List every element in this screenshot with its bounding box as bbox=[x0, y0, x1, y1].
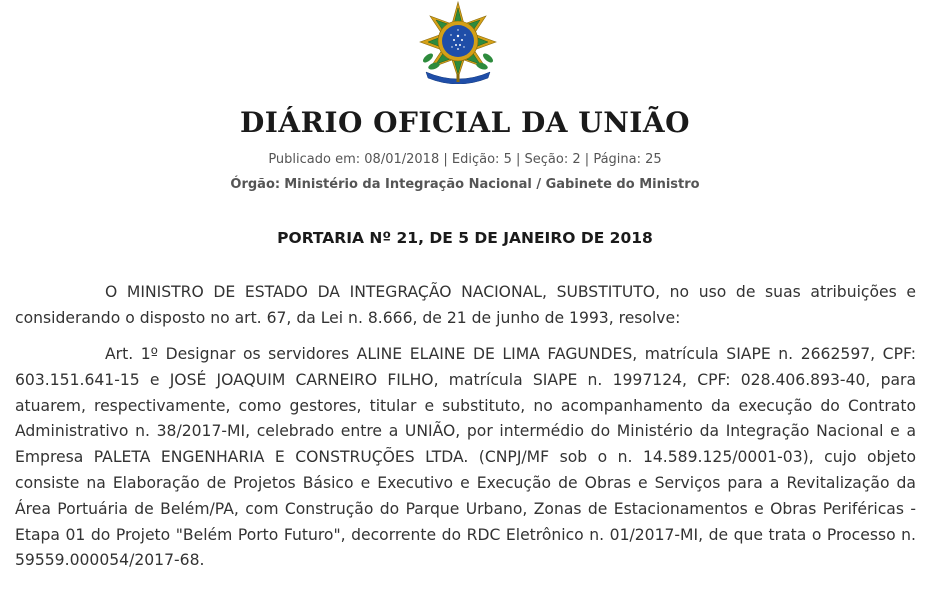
separator: | bbox=[443, 152, 448, 167]
section-label: Seção: bbox=[524, 152, 569, 167]
paragraph-article-1: Art. 1º Designar os servidores ALINE ELAINE DE LIMA FAGUNDES, matrícula SIAPE n. 2662597, CPF: 603.151.641-15 e JOSÉ JOAQUIM CARNEIRO FILHO, matrícula SIAPE n. 1997124, CPF: 028.406.893-40, para atuarem, respectivamente, como gestores, titular e substituto, no acompanhamento da execução do Contrato Administrativo n. 38/2017-MI, celebrado entre a UNIÃO, por intermédio do Ministério da Integração Nacional e a Empresa PALETA ENGENHARIA E CONSTRUÇÕES LTDA. (CNPJ/MF sob o n. 14.589.125/0001-03), cujo objeto consiste na Elaboração de Projetos Básico e Executivo e Execução de Obras e Serviços para a Revitalização da Área Portuária de Belém/PA, com Construção do Parque Urbano, Zonas de Estacionamentos e Obras Periféricas - Etapa 01 do Projeto "Belém Porto Futuro", decorrente do RDC Eletrônico n. 01/2017-MI, de que trata o Processo n. 59559.000054/2017-68. bbox=[15, 345, 916, 570]
orgao-value: Ministério da Integração Nacional / Gabinete do Ministro bbox=[284, 177, 700, 192]
edition-value: 5 bbox=[503, 152, 512, 167]
page-label: Página: bbox=[593, 152, 641, 167]
separator: | bbox=[584, 152, 590, 167]
published-date: 08/01/2018 bbox=[364, 152, 440, 167]
brazil-coat-of-arms-icon bbox=[416, 0, 500, 84]
page-title: DIÁRIO OFICIAL DA UNIÃO bbox=[240, 106, 690, 139]
paragraph-preamble: O MINISTRO DE ESTADO DA INTEGRAÇÃO NACIONAL, SUBSTITUTO, no uso de suas atribuições e considerando o disposto no art. 67, da Lei n. 8.666, de 21 de junho de 1993, resolve: bbox=[15, 283, 916, 327]
edition-label: Edição: bbox=[451, 152, 500, 167]
document-heading: PORTARIA Nº 21, DE 5 DE JANEIRO DE 2018 bbox=[277, 229, 653, 247]
separator: | bbox=[515, 152, 521, 167]
page-value: 25 bbox=[645, 152, 662, 167]
orgao-label: Órgão: bbox=[230, 177, 281, 192]
orgao-info bbox=[0, 177, 930, 192]
section-value: 2 bbox=[572, 152, 581, 167]
publication-info bbox=[0, 152, 930, 167]
published-label: Publicado em: bbox=[268, 152, 361, 167]
